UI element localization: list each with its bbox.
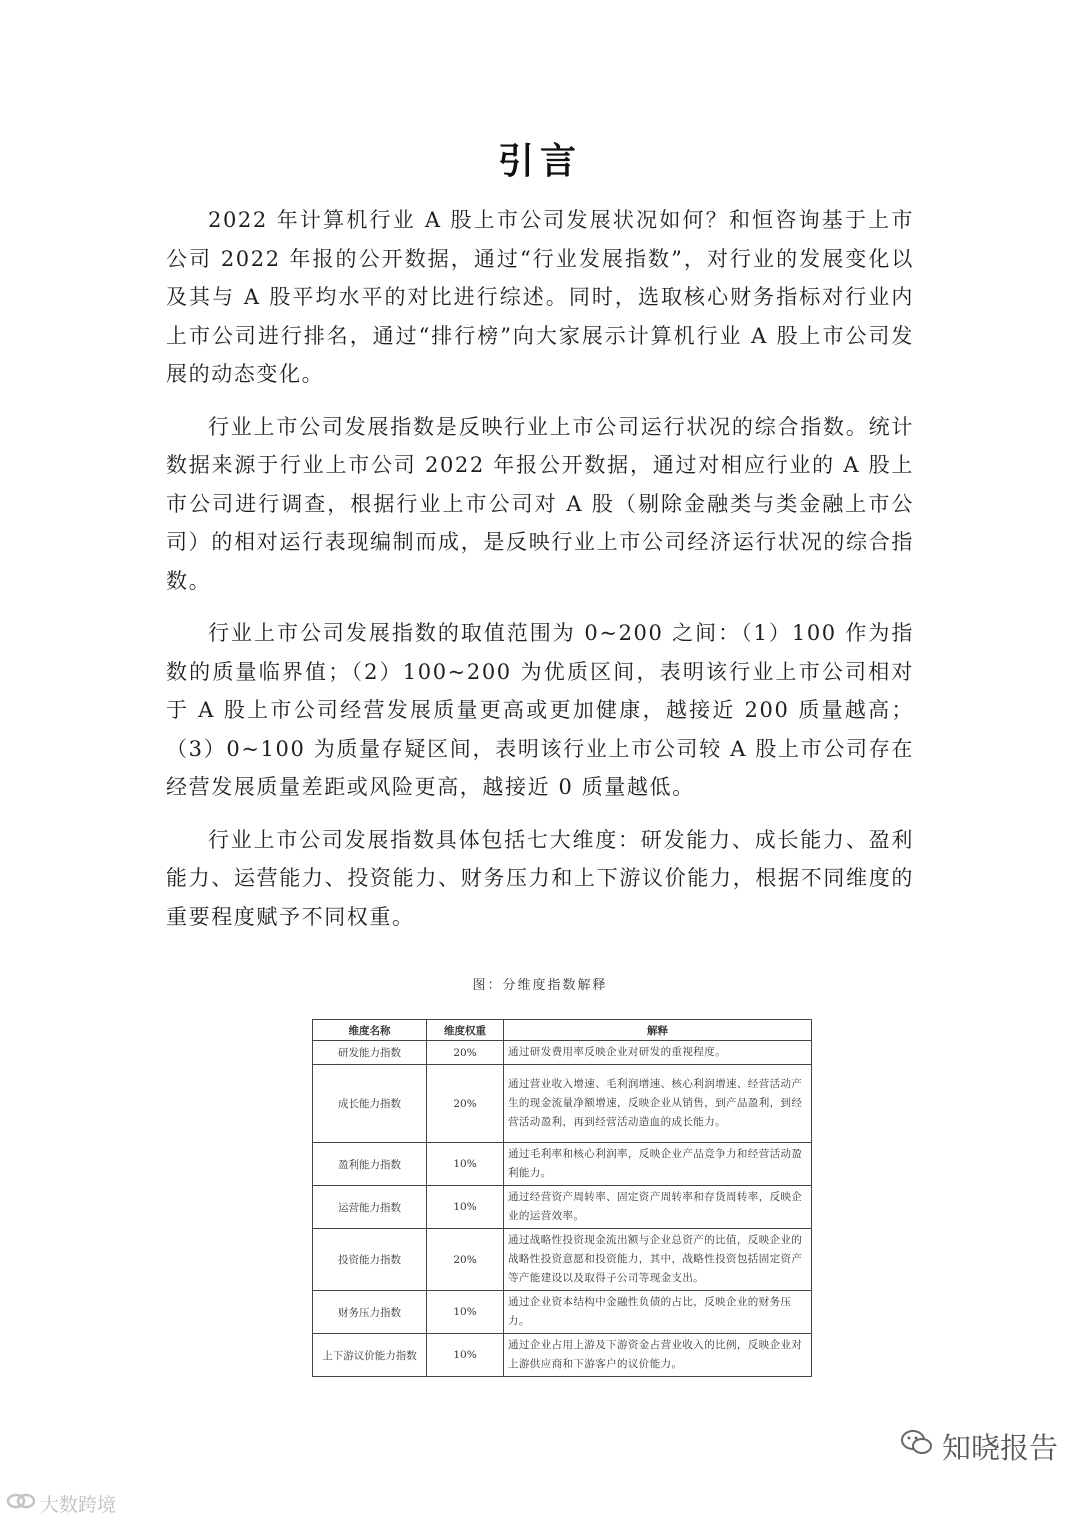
link-logo-icon: [6, 1490, 36, 1517]
watermark-left-text: 大数跨境: [40, 1494, 117, 1516]
dimension-name: 上下游议价能力指数: [313, 1334, 427, 1377]
wechat-icon: [900, 1428, 934, 1465]
table-header-row: [313, 1020, 812, 1041]
body-text: [166, 201, 914, 950]
header-dimension-name: 维度名称: [313, 1020, 427, 1041]
dimension-name: 运营能力指数: [313, 1186, 427, 1229]
dimension-weight: 20%: [427, 1229, 504, 1291]
table-row: [313, 1143, 812, 1186]
figure-caption: 图：分维度指数解释: [472, 978, 608, 993]
table-row: [313, 1186, 812, 1229]
dimension-explanation: 通过营业收入增速、毛利润增速、核心利润增速、经营活动产生的现金流量净额增速，反映企业从销售，到产品盈利，到经营活动盈利，再到经营活动造血的成长能力。: [504, 1065, 812, 1143]
watermark-right: [900, 1426, 1058, 1467]
table-row: [313, 1041, 812, 1065]
dimension-weight: 10%: [427, 1334, 504, 1377]
watermark-left: [6, 1490, 116, 1517]
dimension-table: [312, 1019, 812, 1377]
dimension-weight: 10%: [427, 1291, 504, 1334]
table-row: [313, 1334, 812, 1377]
dimension-name: 投资能力指数: [313, 1229, 427, 1291]
dimension-weight: 10%: [427, 1143, 504, 1186]
page-title: 引言: [497, 141, 582, 182]
dimension-explanation: 通过研发费用率反映企业对研发的重视程度。: [504, 1041, 812, 1065]
dimension-explanation: 通过战略性投资现金流出额与企业总资产的比值，反映企业的战略性投资意愿和投资能力，其中，战略性投资包括固定资产等产能建设以及取得子公司等现金支出。: [504, 1229, 812, 1291]
dimension-name: 研发能力指数: [313, 1041, 427, 1065]
dimension-weight: 20%: [427, 1041, 504, 1065]
dimension-explanation: 通过企业占用上游及下游资金占营业收入的比例，反映企业对上游供应商和下游客户的议价能力。: [504, 1334, 812, 1377]
dimension-explanation: 通过经营资产周转率、固定资产周转率和存货周转率，反映企业的运营效率。: [504, 1186, 812, 1229]
table-row: [313, 1291, 812, 1334]
header-dimension-weight: 维度权重: [427, 1020, 504, 1041]
dimension-name: 财务压力指数: [313, 1291, 427, 1334]
dimension-name: 成长能力指数: [313, 1065, 427, 1143]
paragraph-4: 行业上市公司发展指数具体包括七大维度：研发能力、成长能力、盈利能力、运营能力、投资能力、财务压力和上下游议价能力，根据不同维度的重要程度赋予不同权重。: [166, 827, 914, 929]
watermark-right-text: 知晓报告: [942, 1431, 1059, 1465]
dimension-weight: 20%: [427, 1065, 504, 1143]
header-explanation: 解释: [504, 1020, 812, 1041]
dimension-name: 盈利能力指数: [313, 1143, 427, 1186]
paragraph-1: 2022 年计算机行业 A 股上市公司发展状况如何？和恒咨询基于上市公司 2022 年报的公开数据，通过“行业发展指数”，对行业的发展变化以及其与 A 股平均水平的对比进行综述。同时，选取核心财务指标对行业内上市公司进行排名，通过“排行榜”向大家展示计算机行业 A 股上市公司发展的动态变化。: [166, 208, 914, 386]
dimension-explanation: 通过企业资本结构中金融性负债的占比，反映企业的财务压力。: [504, 1291, 812, 1334]
paragraph-3: 行业上市公司发展指数的取值范围为 0~200 之间：（1）100 作为指数的质量临界值；（2）100~200 为优质区间，表明该行业上市公司相对于 A 股上市公司经营发展质量更高或更加健康，越接近 200 质量越高；（3）0~100 为质量存疑区间，表明该行业上市公司较 A 股上市公司存在经营发展质量差距或风险更高，越接近 0 质量越低。: [166, 621, 914, 799]
dimension-weight: 10%: [427, 1186, 504, 1229]
paragraph-2: 行业上市公司发展指数是反映行业上市公司运行状况的综合指数。统计数据来源于行业上市公司 2022 年报公开数据，通过对相应行业的 A 股上市公司进行调查，根据行业上市公司对 A 股（剔除金融类与类金融上市公司）的相对运行表现编制而成，是反映行业上市公司经济运行状况的综合指数。: [166, 414, 914, 593]
table-row: [313, 1229, 812, 1291]
dimension-explanation: 通过毛利率和核心利润率，反映企业产品竞争力和经营活动盈利能力。: [504, 1143, 812, 1186]
table-row: [313, 1065, 812, 1143]
